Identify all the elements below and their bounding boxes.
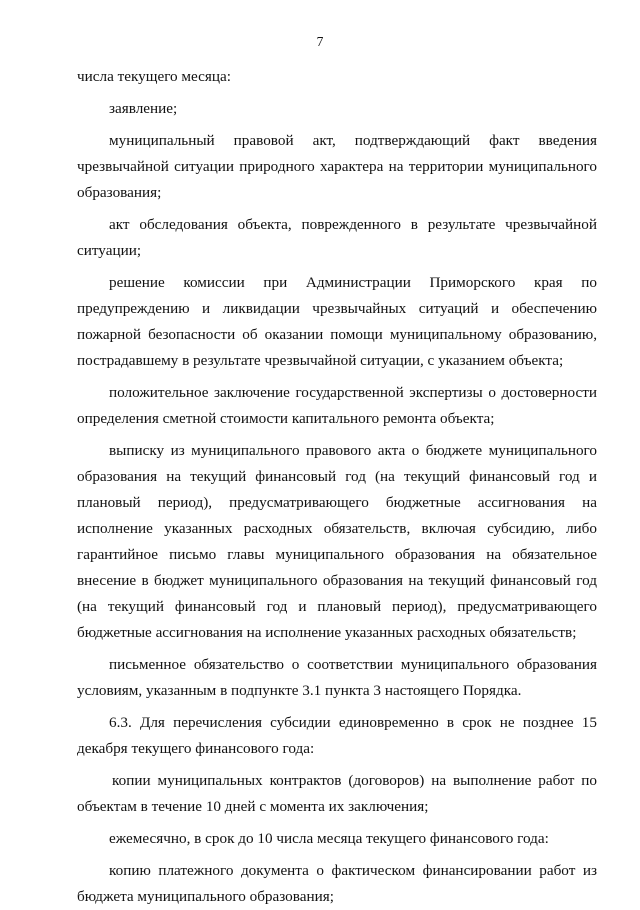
paragraph-contract-copies: копии муниципальных контрактов (договоров) на выполнение работ по объектам в течение 10 дней с момента их заключения;	[77, 772, 597, 815]
paragraph-commission-decision: решение комиссии при Администрации Приморского края по предупреждению и ликвидации чрезвычайных ситуаций и обеспечению пожарной безопасности об оказании помощи муниципальному образованию, пострадавшему в результате чрезвычайной ситуации, с указанием объекта;	[77, 274, 597, 369]
paragraph-municipal-act: муниципальный правовой акт, подтверждающий факт введения чрезвычайной ситуации природного характера на территории муниципального образования;	[77, 132, 597, 201]
paragraph-payment-document: копию платежного документа о фактическом финансировании работ из бюджета муниципального образования;	[77, 862, 597, 905]
paragraph-budget-extract: выписку из муниципального правового акта о бюджете муниципального образования на текущий финансовый год (на текущий финансовый год и плановый период), предусматривающего бюджетные ассигнования на исполнение указанных расходных обязательств, включая субсидию, либо гарантийное письмо главы муниципального образования на обязательное внесение в бюджет муниципального образования на текущий финансовый год (на текущий финансовый год и плановый период), предусматривающего бюджетные ассигнования на исполнение указанных расходных обязательств;	[77, 442, 597, 641]
document-body	[77, 64, 597, 910]
paragraph-section-6-3: 6.3. Для перечисления субсидии единовременно в срок не позднее 15 декабря текущего финансового года:	[77, 714, 597, 757]
paragraph-written-obligation: письменное обязательство о соответствии муниципального образования условиям, указанным в подпункте 3.1 пункта 3 настоящего Порядка.	[77, 656, 597, 699]
paragraph-continuation: числа текущего месяца:	[77, 68, 231, 85]
paragraph-monthly: ежемесячно, в срок до 10 числа месяца текущего финансового года:	[109, 830, 549, 847]
paragraph-inspection-act: акт обследования объекта, поврежденного в результате чрезвычайной ситуации;	[77, 216, 597, 259]
page-number: 7	[316, 34, 324, 49]
paragraph-expert-conclusion: положительное заключение государственной экспертизы о достоверности определения сметной стоимости капитального ремонта объекта;	[77, 384, 597, 427]
paragraph-application: заявление;	[109, 100, 178, 117]
